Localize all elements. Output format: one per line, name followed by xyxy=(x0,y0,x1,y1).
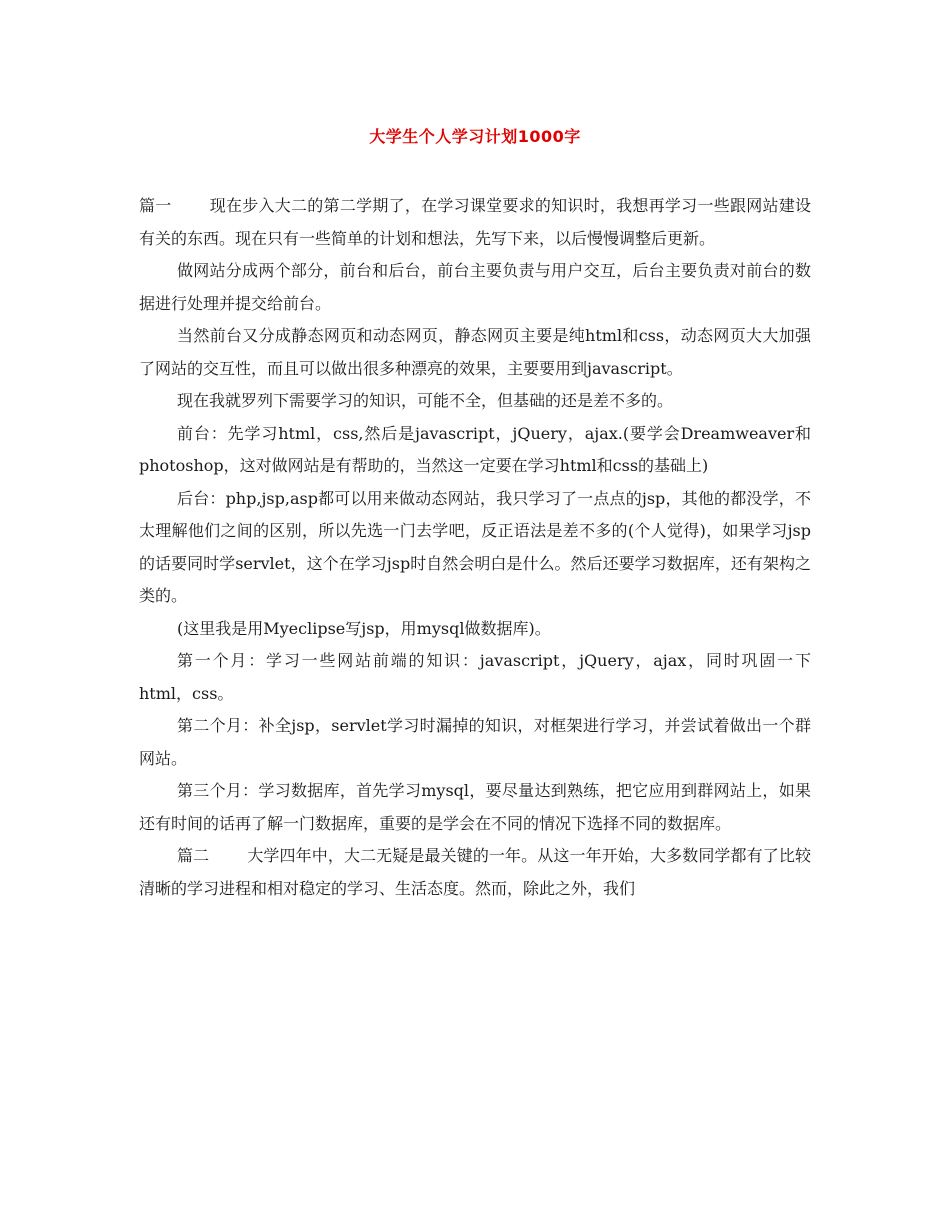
paragraph-7: (这里我是用Myeclipse写jsp，用mysql做数据库)。 xyxy=(177,618,551,638)
section-label-1: 篇一 xyxy=(139,196,172,215)
document-body xyxy=(139,190,811,905)
paragraph-1-text: 现在步入大二的第二学期了，在学习课堂要求的知识时，我想再学习一些跟网站建设有关的东西。现在只有一些简单的计划和想法，先写下来，以后慢慢调整后更新。 xyxy=(139,196,811,248)
paragraph-2: 做网站分成两个部分，前台和后台，前台主要负责与用户交互，后台主要负责对前台的数据进行处理并提交给前台。 xyxy=(139,261,811,313)
paragraph-11 xyxy=(139,840,811,905)
paragraph-5: 前台：先学习html，css,然后是javascript，jQuery，ajax.(要学会Dreamweaver和photoshop，这对做网站是有帮助的，当然这一定要在学习html和css的基础上) xyxy=(139,423,811,475)
document-title: 大学生个人学习计划1000字 xyxy=(369,127,581,146)
paragraph-1 xyxy=(139,190,811,255)
paragraph-8: 第一个月：学习一些网站前端的知识：javascript，jQuery，ajax，同时巩固一下html，css。 xyxy=(139,651,811,703)
paragraph-3: 当然前台又分成静态网页和动态网页，静态网页主要是纯html和css，动态网页大大加强了网站的交互性，而且可以做出很多种漂亮的效果，主要要用到javascript。 xyxy=(139,326,811,378)
section-label-2: 篇二 xyxy=(177,846,210,865)
paragraph-6: 后台：php,jsp,asp都可以用来做动态网站，我只学习了一点点的jsp，其他的都没学，不太理解他们之间的区别，所以先选一门去学吧，反正语法是差不多的(个人觉得)，如果学习jsp的话要同时学servlet，这个在学习jsp时自然会明白是什么。然后还要学习数据库，还有架构之类的。 xyxy=(139,488,811,605)
paragraph-11-text: 大学四年中，大二无疑是最关键的一年。从这一年开始，大多数同学都有了比较清晰的学习进程和相对稳定的学习、生活态度。然而，除此之外，我们 xyxy=(139,846,811,898)
paragraph-4: 现在我就罗列下需要学习的知识，可能不全，但基础的还是差不多的。 xyxy=(177,391,674,410)
paragraph-10: 第三个月：学习数据库，首先学习mysql，要尽量达到熟练，把它应用到群网站上，如果还有时间的话再了解一门数据库，重要的是学会在不同的情况下选择不同的数据库。 xyxy=(139,781,811,833)
paragraph-9: 第二个月：补全jsp，servlet学习时漏掉的知识，对框架进行学习，并尝试着做出一个群网站。 xyxy=(139,716,811,768)
